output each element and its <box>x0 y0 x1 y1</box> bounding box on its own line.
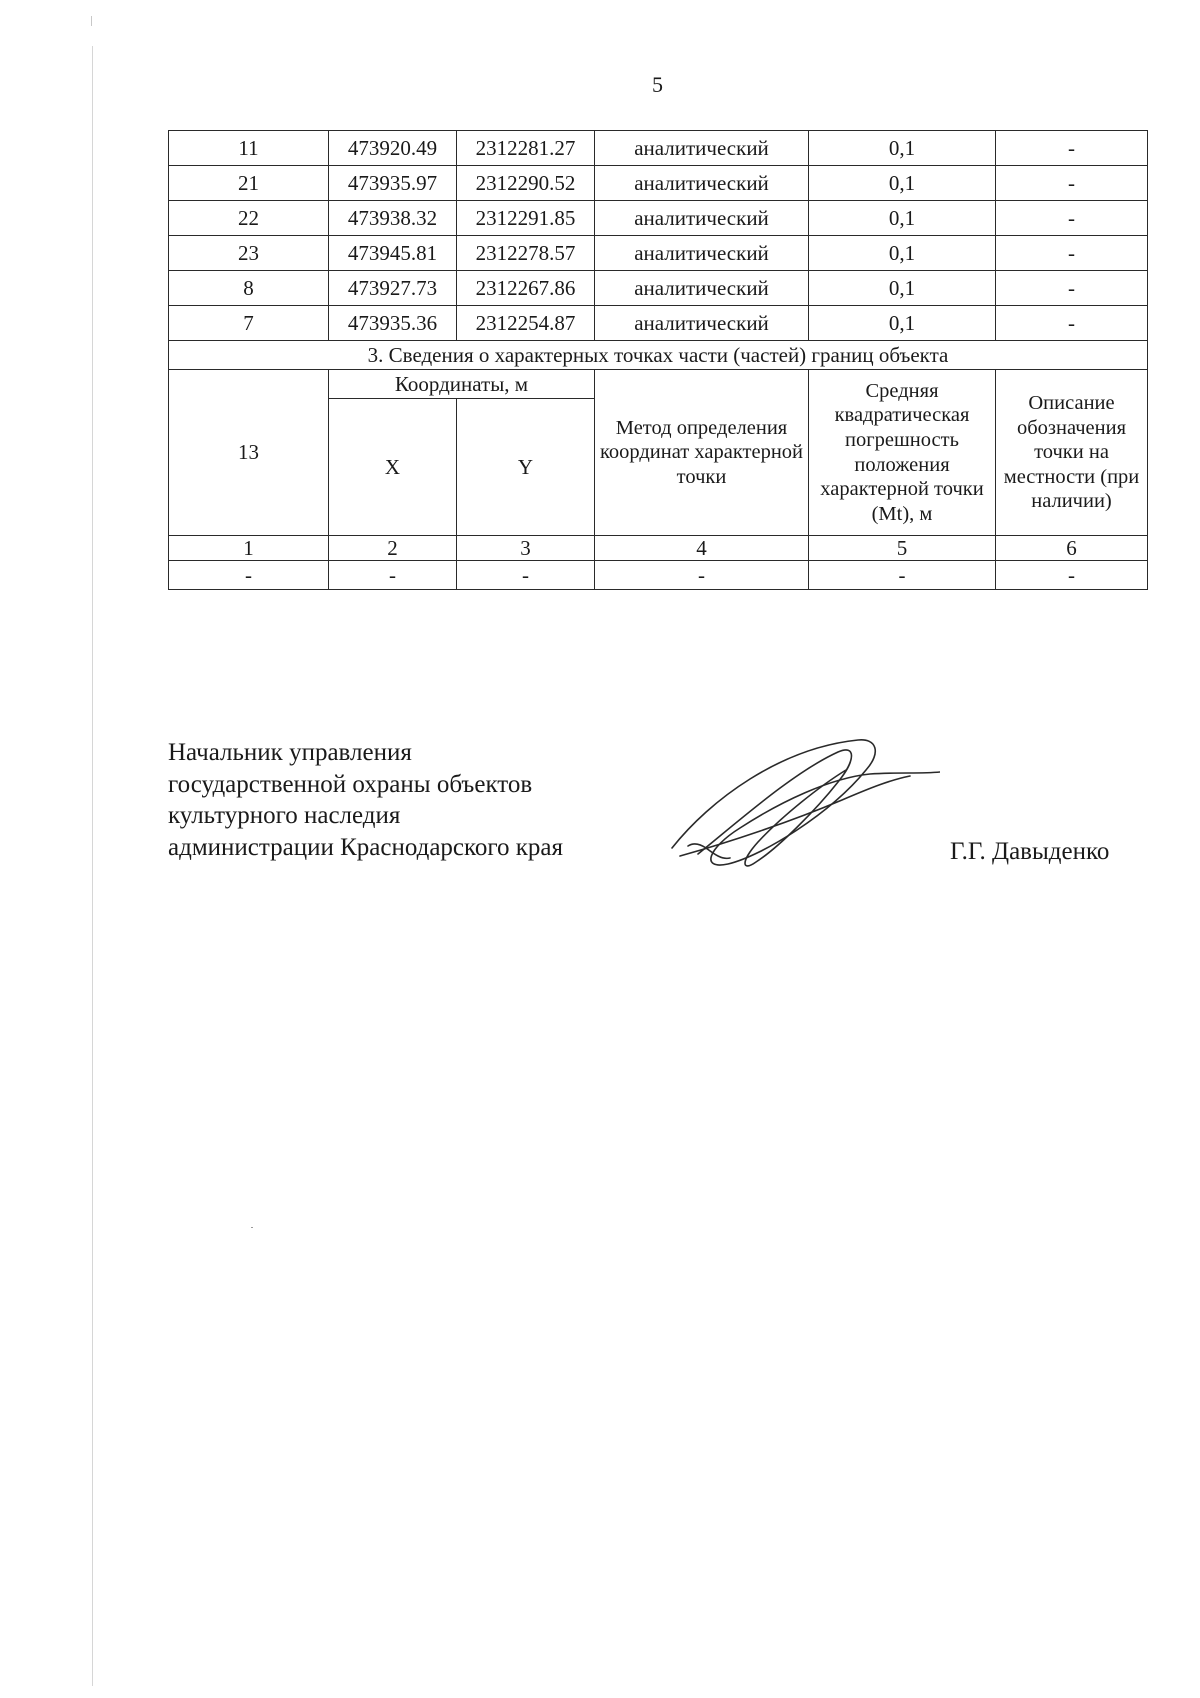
empty-cell: - <box>809 561 996 590</box>
section-title-row <box>169 341 1148 370</box>
description-cell: - <box>996 271 1148 306</box>
table-row <box>169 236 1148 271</box>
x-coordinate-cell: 473920.49 <box>329 131 457 166</box>
signer-name: Г.Г. Давыденко <box>950 838 1110 865</box>
coordinates-table <box>168 130 1148 590</box>
column-number: 6 <box>996 536 1148 561</box>
error-cell: 0,1 <box>809 271 996 306</box>
scan-artifact-tick <box>91 16 92 26</box>
point-number-cell: 22 <box>169 201 329 236</box>
empty-cell: - <box>169 561 329 590</box>
description-cell: - <box>996 166 1148 201</box>
column-number: 2 <box>329 536 457 561</box>
position-line: культурного наследия <box>168 802 401 829</box>
x-coordinate-cell: 473938.32 <box>329 201 457 236</box>
method-cell: аналитический <box>595 236 809 271</box>
header-description: Описание обозначения точки на местности (при наличии) <box>996 370 1148 536</box>
column-number: 1 <box>169 536 329 561</box>
description-cell: - <box>996 131 1148 166</box>
column-number: 5 <box>809 536 996 561</box>
table-row <box>169 271 1148 306</box>
error-cell: 0,1 <box>809 236 996 271</box>
empty-data-row <box>169 561 1148 590</box>
error-cell: 0,1 <box>809 131 996 166</box>
y-coordinate-cell: 2312291.85 <box>457 201 595 236</box>
y-coordinate-cell: 2312267.86 <box>457 271 595 306</box>
column-number: 3 <box>457 536 595 561</box>
error-cell: 0,1 <box>809 201 996 236</box>
header-coordinates-group: Координаты, м <box>329 370 595 399</box>
header-row-top <box>169 370 1148 399</box>
error-cell: 0,1 <box>809 306 996 341</box>
y-coordinate-cell: 2312278.57 <box>457 236 595 271</box>
method-cell: аналитический <box>595 306 809 341</box>
scan-artifact-dot <box>251 1227 253 1228</box>
scan-page-edge <box>92 46 93 1686</box>
column-numbers-row <box>169 536 1148 561</box>
header-method: Метод определения координат характерной точки <box>595 370 809 536</box>
position-line: государственной охраны объектов <box>168 770 533 798</box>
signatory-position <box>168 737 563 863</box>
description-cell: - <box>996 306 1148 341</box>
header-error: Средняя квадратическая погрешность положения характерной точки (Mt), м <box>809 370 996 536</box>
section-title: 3. Сведения о характерных точках части (частей) границ объекта <box>169 341 1148 370</box>
table-body-points <box>169 131 1148 590</box>
point-number-cell: 21 <box>169 166 329 201</box>
handwritten-signature <box>670 730 940 880</box>
point-number-cell: 7 <box>169 306 329 341</box>
method-cell: аналитический <box>595 271 809 306</box>
empty-cell: - <box>329 561 457 590</box>
method-cell: аналитический <box>595 201 809 236</box>
y-coordinate-cell: 2312290.52 <box>457 166 595 201</box>
y-coordinate-cell: 2312254.87 <box>457 306 595 341</box>
y-coordinate-cell: 2312281.27 <box>457 131 595 166</box>
error-cell: 0,1 <box>809 166 996 201</box>
x-coordinate-cell: 473927.73 <box>329 271 457 306</box>
point-number-cell: 23 <box>169 236 329 271</box>
header-y: Y <box>457 399 595 536</box>
x-coordinate-cell: 473935.97 <box>329 166 457 201</box>
x-coordinate-cell: 473945.81 <box>329 236 457 271</box>
description-cell: - <box>996 236 1148 271</box>
point-number-cell: 11 <box>169 131 329 166</box>
table-row <box>169 166 1148 201</box>
column-number: 4 <box>595 536 809 561</box>
x-coordinate-cell: 473935.36 <box>329 306 457 341</box>
position-line: Начальник управления <box>168 739 412 766</box>
method-cell: аналитический <box>595 166 809 201</box>
table-row <box>169 201 1148 236</box>
position-line: администрации Краснодарского края <box>168 833 564 861</box>
empty-cell: - <box>996 561 1148 590</box>
header-x: X <box>329 399 457 536</box>
empty-cell: - <box>457 561 595 590</box>
point-number-cell: 8 <box>169 271 329 306</box>
description-cell: - <box>996 201 1148 236</box>
method-cell: аналитический <box>595 131 809 166</box>
empty-cell: - <box>595 561 809 590</box>
table-row <box>169 131 1148 166</box>
header-point-number: 13 <box>169 370 329 536</box>
table-row <box>169 306 1148 341</box>
page-number: 5 <box>652 72 663 97</box>
